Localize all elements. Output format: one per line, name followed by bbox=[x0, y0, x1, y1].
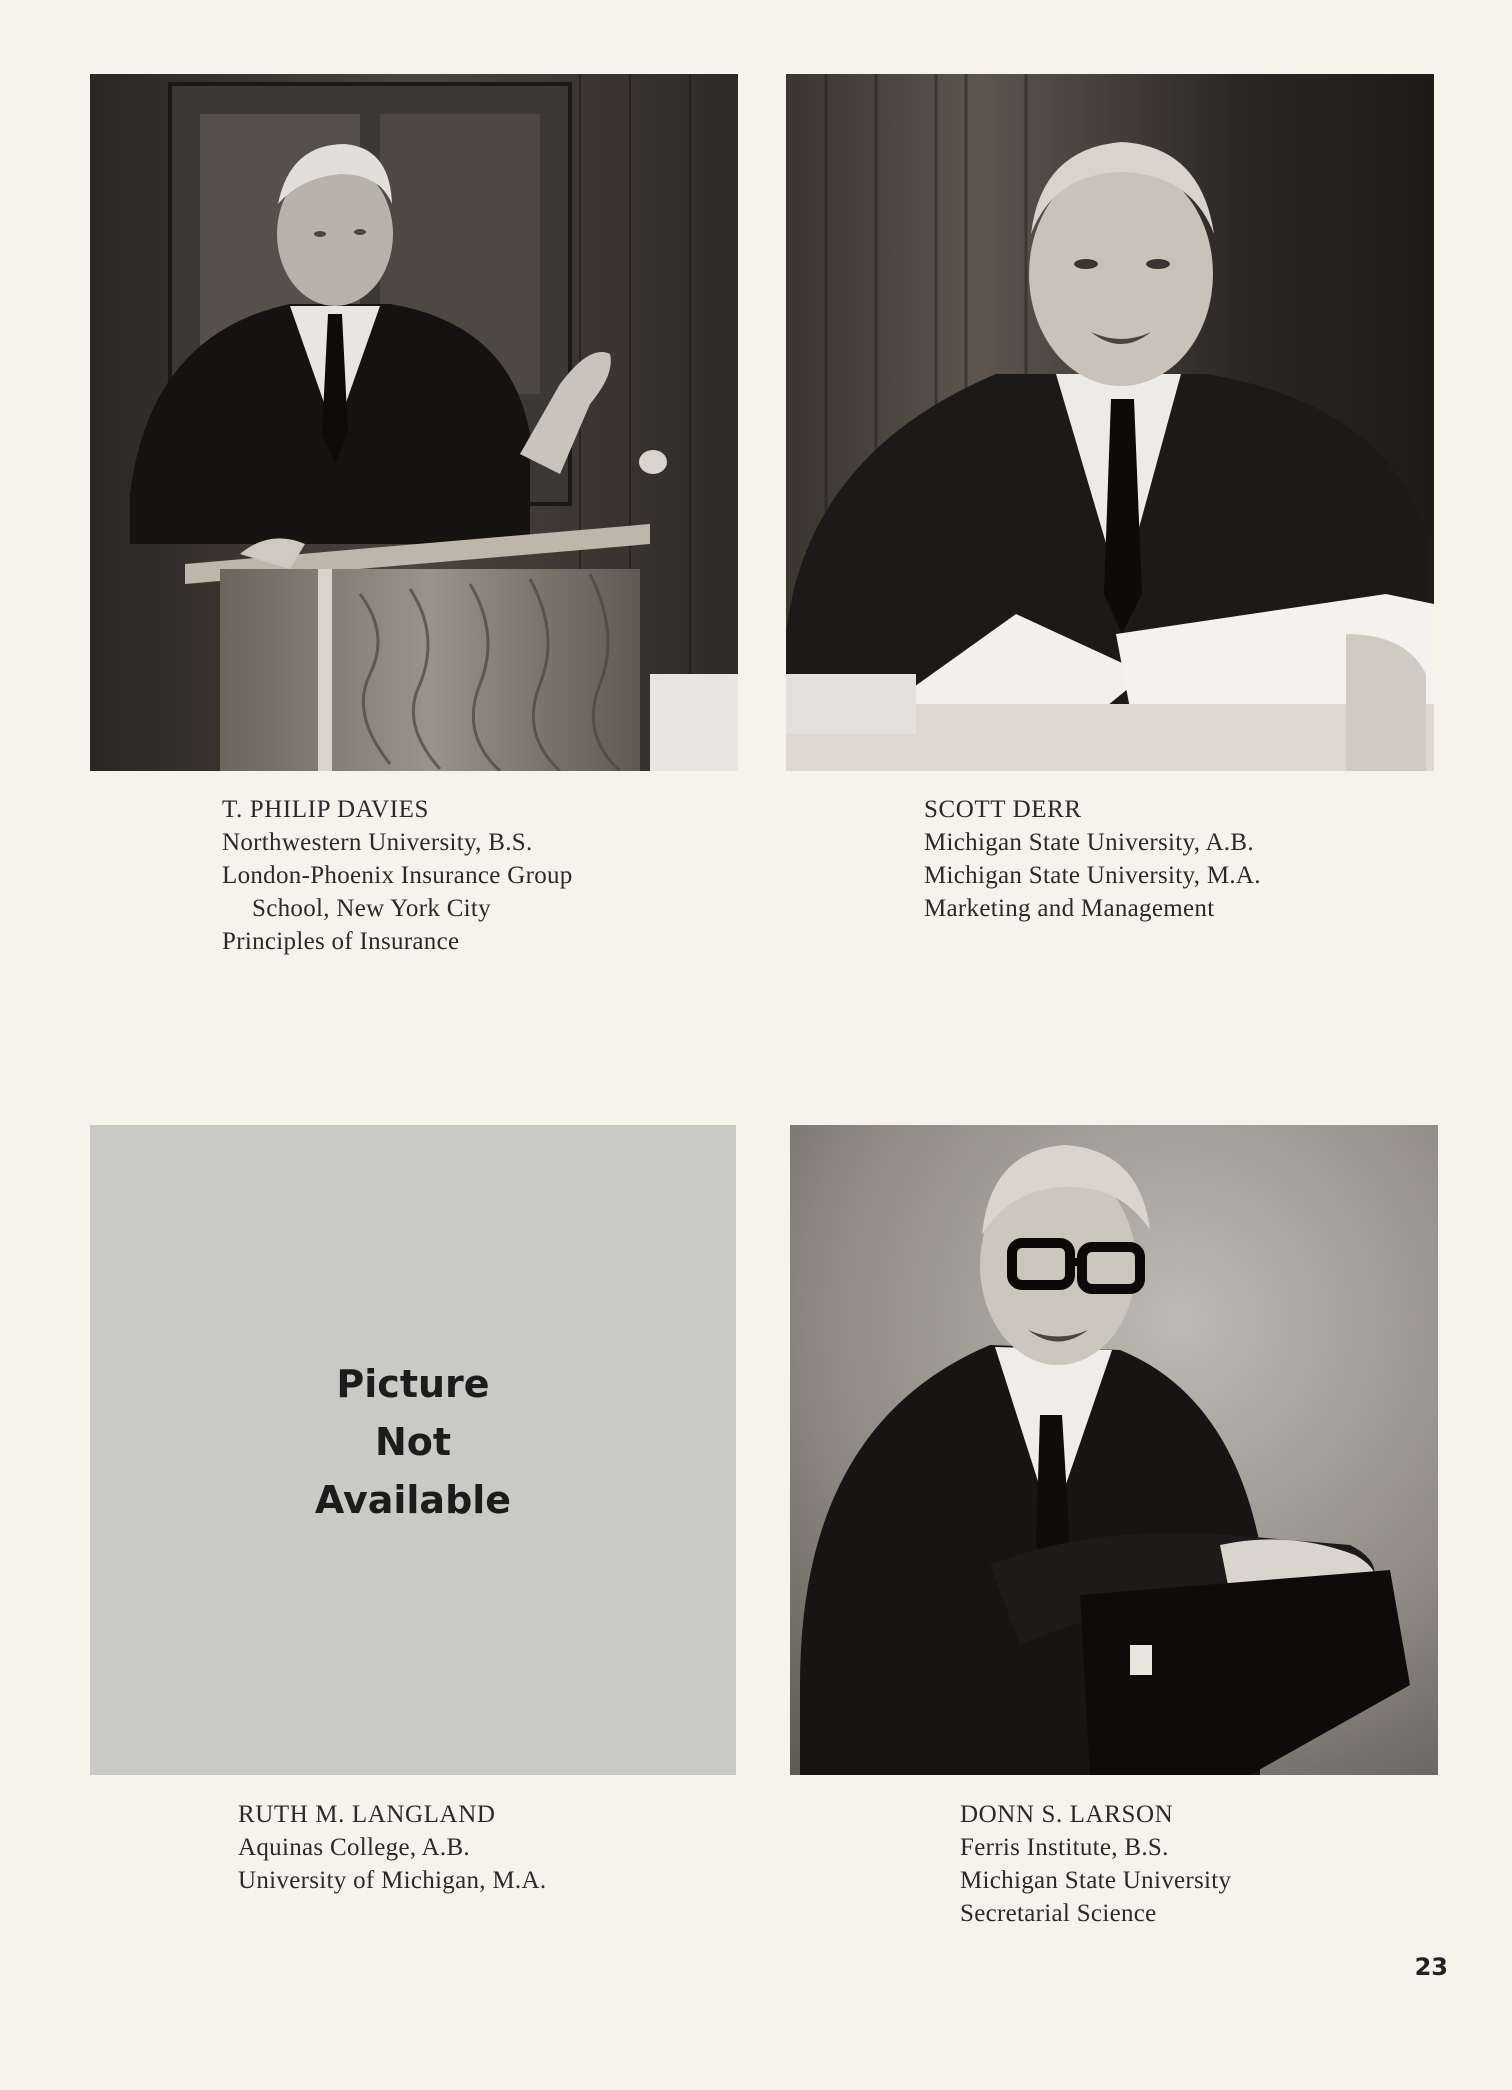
caption-donn-s-larson bbox=[960, 1798, 1231, 1930]
faculty-subject: Secretarial Science bbox=[960, 1900, 1157, 1927]
photo-placeholder-ruth-m-langland bbox=[90, 1125, 736, 1775]
faculty-detail: Michigan State University, M.A. bbox=[924, 862, 1261, 889]
picture-not-available-text bbox=[90, 1355, 736, 1529]
photo-t-philip-davies bbox=[90, 74, 738, 771]
faculty-detail: Michigan State University, A.B. bbox=[924, 829, 1254, 856]
faculty-name: T. PHILIP DAVIES bbox=[222, 796, 430, 823]
faculty-subject: Principles of Insurance bbox=[222, 928, 460, 955]
caption-scott-derr bbox=[924, 793, 1261, 925]
faculty-subject: Marketing and Management bbox=[924, 895, 1215, 922]
faculty-detail: Aquinas College, A.B. bbox=[238, 1834, 470, 1861]
faculty-name: RUTH M. LANGLAND bbox=[238, 1801, 496, 1828]
faculty-detail: School, New York City bbox=[252, 895, 491, 922]
photo-donn-s-larson bbox=[790, 1125, 1438, 1775]
photo-scott-derr bbox=[786, 74, 1434, 771]
faculty-detail: Michigan State University bbox=[960, 1867, 1232, 1894]
faculty-name: SCOTT DERR bbox=[924, 796, 1082, 823]
placeholder-line-2: Not bbox=[374, 1420, 452, 1464]
caption-ruth-m-langland bbox=[238, 1798, 546, 1897]
page-number: 23 bbox=[1414, 1953, 1448, 1981]
faculty-detail: London-Phoenix Insurance Group bbox=[222, 862, 573, 889]
faculty-detail: Ferris Institute, B.S. bbox=[960, 1834, 1169, 1861]
placeholder-line-3: Available bbox=[314, 1478, 512, 1522]
faculty-name: DONN S. LARSON bbox=[960, 1801, 1174, 1828]
placeholder-line-1: Picture bbox=[336, 1362, 490, 1406]
caption-t-philip-davies bbox=[222, 793, 573, 958]
faculty-detail: University of Michigan, M.A. bbox=[238, 1867, 547, 1894]
faculty-detail: Northwestern University, B.S. bbox=[222, 829, 533, 856]
